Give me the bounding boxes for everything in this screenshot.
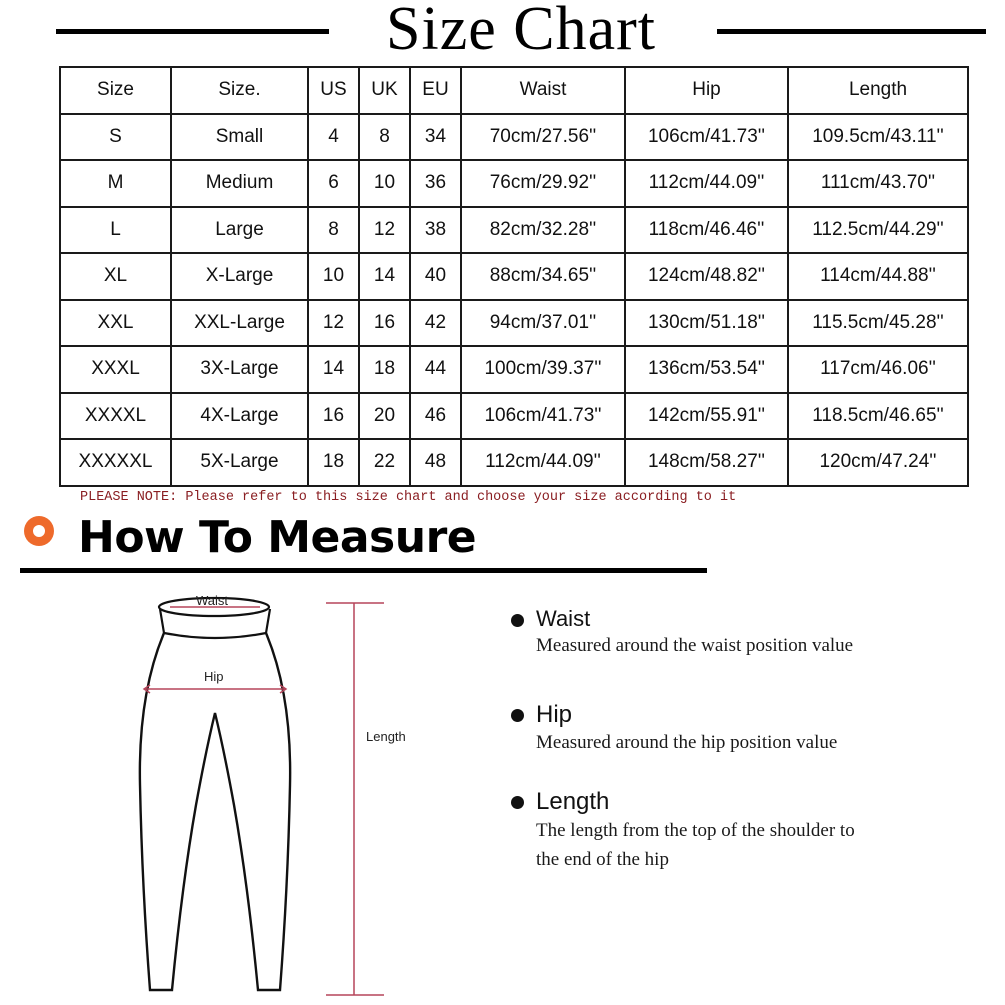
table-cell: 14 — [359, 253, 410, 300]
column-header: Hip — [625, 67, 788, 114]
table-cell: 114cm/44.88'' — [788, 253, 968, 300]
table-row — [60, 439, 968, 486]
measurement-diagram — [120, 585, 450, 1005]
table-cell: XXXXXL — [60, 439, 171, 486]
table-row — [60, 346, 968, 393]
diagram-label-waist: Waist — [196, 593, 229, 608]
table-row — [60, 393, 968, 440]
table-row — [60, 300, 968, 347]
column-header: EU — [410, 67, 461, 114]
table-cell: 106cm/41.73'' — [461, 393, 625, 440]
column-header: Length — [788, 67, 968, 114]
table-cell: 94cm/37.01'' — [461, 300, 625, 347]
table-cell: S — [60, 114, 171, 161]
table-cell: 70cm/27.56'' — [461, 114, 625, 161]
table-cell: 100cm/39.37'' — [461, 346, 625, 393]
measure-description: Measured around the waist position value — [536, 635, 854, 656]
table-cell: 148cm/58.27'' — [625, 439, 788, 486]
table-cell: 16 — [308, 393, 359, 440]
section-title: How To Measure — [78, 512, 477, 563]
table-cell: 124cm/48.82'' — [625, 253, 788, 300]
table-cell: XXL — [60, 300, 171, 347]
measure-item-waist — [510, 606, 980, 666]
column-header: Size. — [171, 67, 308, 114]
section-underline — [20, 568, 707, 573]
table-cell: 38 — [410, 207, 461, 254]
table-row — [60, 207, 968, 254]
measure-item-hip — [510, 701, 980, 761]
table-cell: 34 — [410, 114, 461, 161]
column-header: US — [308, 67, 359, 114]
table-cell: 40 — [410, 253, 461, 300]
table-cell: 88cm/34.65'' — [461, 253, 625, 300]
table-cell: 76cm/29.92'' — [461, 160, 625, 207]
table-cell: 111cm/43.70'' — [788, 160, 968, 207]
table-cell: 120cm/47.24'' — [788, 439, 968, 486]
table-cell: Large — [171, 207, 308, 254]
table-cell: 44 — [410, 346, 461, 393]
orange-ring-icon — [24, 516, 54, 546]
title-divider-left — [56, 29, 329, 34]
diagram-label-length: Length — [366, 729, 406, 744]
table-cell: XL — [60, 253, 171, 300]
table-cell: 18 — [359, 346, 410, 393]
table-cell: 48 — [410, 439, 461, 486]
table-cell: XXXL — [60, 346, 171, 393]
table-cell: 118.5cm/46.65'' — [788, 393, 968, 440]
table-cell: 14 — [308, 346, 359, 393]
table-cell: 10 — [359, 160, 410, 207]
table-cell: 130cm/51.18'' — [625, 300, 788, 347]
table-cell: 22 — [359, 439, 410, 486]
leggings-outline — [140, 633, 290, 990]
table-cell: 8 — [359, 114, 410, 161]
table-cell: 106cm/41.73'' — [625, 114, 788, 161]
bullet-icon — [511, 709, 524, 722]
title-divider-right — [717, 29, 986, 34]
size-note: PLEASE NOTE: Please refer to this size chart and choose your size according to it — [80, 490, 737, 505]
table-row — [60, 114, 968, 161]
table-cell: Small — [171, 114, 308, 161]
table-cell: 12 — [308, 300, 359, 347]
measure-title: Hip — [536, 701, 573, 728]
table-cell: 5X-Large — [171, 439, 308, 486]
table-cell: XXL-Large — [171, 300, 308, 347]
table-row — [60, 160, 968, 207]
table-cell: M — [60, 160, 171, 207]
table-cell: L — [60, 207, 171, 254]
size-chart-table — [59, 66, 969, 487]
table-cell: Medium — [171, 160, 308, 207]
table-cell: 42 — [410, 300, 461, 347]
bullet-icon — [511, 614, 524, 627]
table-cell: 112cm/44.09'' — [625, 160, 788, 207]
table-cell: XXXXL — [60, 393, 171, 440]
table-cell: 16 — [359, 300, 410, 347]
measure-description: The length from the top of the shoulder to — [536, 820, 855, 841]
column-header: UK — [359, 67, 410, 114]
column-header: Waist — [461, 67, 625, 114]
table-cell: 8 — [308, 207, 359, 254]
diagram-label-hip: Hip — [204, 669, 224, 684]
table-cell: 117cm/46.06'' — [788, 346, 968, 393]
column-header: Size — [60, 67, 171, 114]
table-cell: 18 — [308, 439, 359, 486]
table-cell: 4X-Large — [171, 393, 308, 440]
table-cell: 3X-Large — [171, 346, 308, 393]
table-cell: 142cm/55.91'' — [625, 393, 788, 440]
measure-description: Measured around the hip position value — [536, 732, 838, 753]
measure-item-length — [510, 788, 980, 878]
table-cell: 6 — [308, 160, 359, 207]
table-row — [60, 253, 968, 300]
measure-description: the end of the hip — [536, 849, 669, 870]
page-title: Size Chart — [386, 0, 656, 63]
table-cell: 118cm/46.46'' — [625, 207, 788, 254]
table-cell: 112.5cm/44.29'' — [788, 207, 968, 254]
bullet-icon — [511, 796, 524, 809]
table-cell: 46 — [410, 393, 461, 440]
table-cell: 10 — [308, 253, 359, 300]
table-cell: 36 — [410, 160, 461, 207]
leggings-illustration — [120, 585, 450, 1005]
measure-title: Waist — [536, 606, 591, 631]
table-header-row — [60, 67, 968, 114]
table-cell: 115.5cm/45.28'' — [788, 300, 968, 347]
table-cell: 109.5cm/43.11'' — [788, 114, 968, 161]
table-cell: X-Large — [171, 253, 308, 300]
table-cell: 82cm/32.28'' — [461, 207, 625, 254]
measure-title: Length — [536, 788, 610, 815]
table-cell: 136cm/53.54'' — [625, 346, 788, 393]
table-cell: 12 — [359, 207, 410, 254]
table-cell: 112cm/44.09'' — [461, 439, 625, 486]
title-row — [0, 0, 1005, 64]
table-cell: 4 — [308, 114, 359, 161]
table-cell: 20 — [359, 393, 410, 440]
